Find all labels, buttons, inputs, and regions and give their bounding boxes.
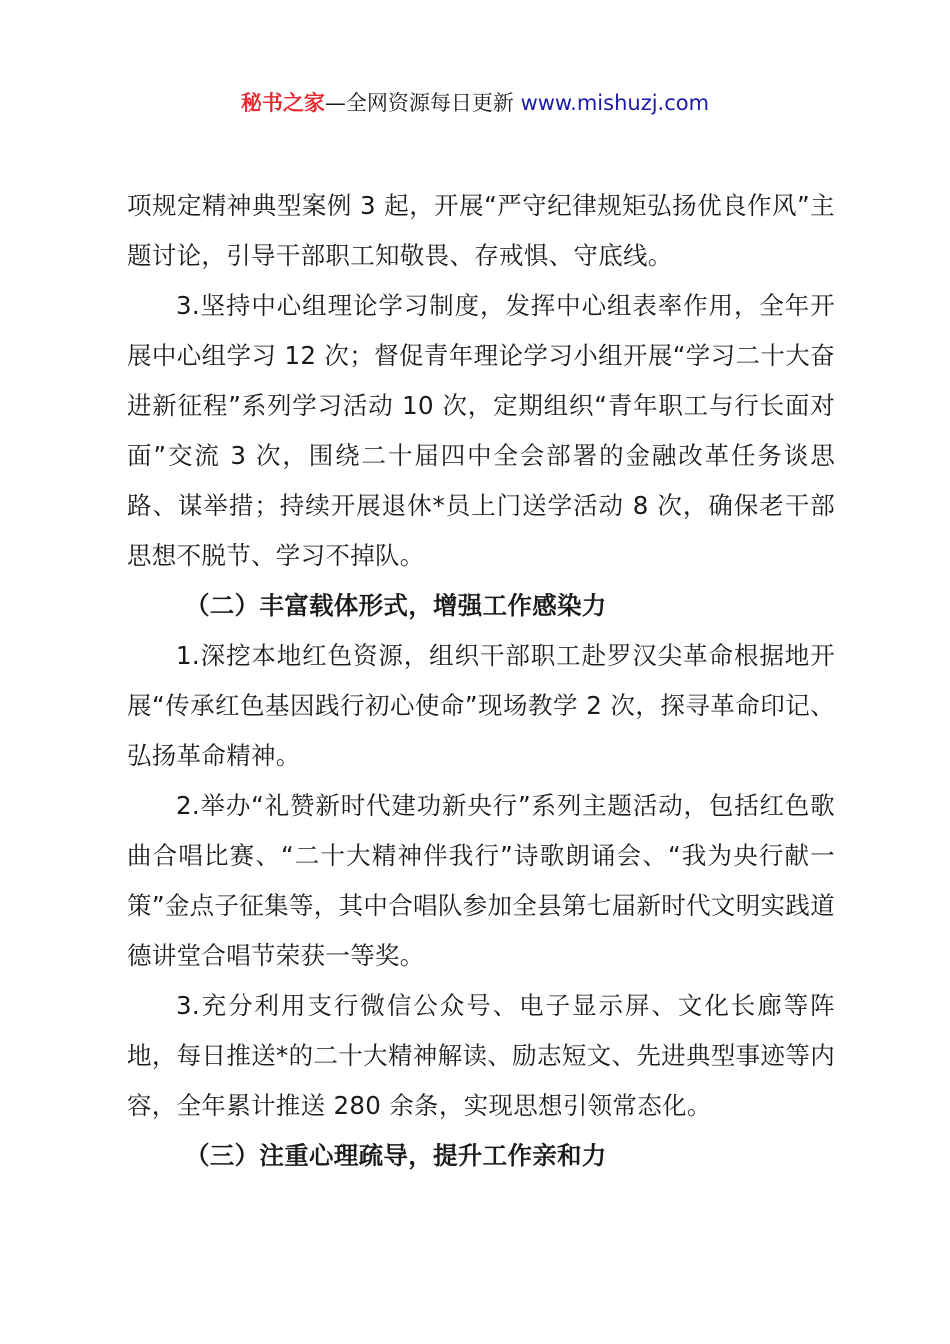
document-body <box>127 181 835 1181</box>
brand-name: 秘书之家 <box>240 91 325 115</box>
paragraph-item-1: 1.深挖本地红色资源，组织干部职工赴罗汉尖革命根据地开展“传承红色基因践行初心使命”现场教学 2 次，探寻革命印记、弘扬革命精神。 <box>127 641 835 770</box>
page-header <box>0 88 950 118</box>
paragraph-continuation: 项规定精神典型案例 3 起，开展“严守纪律规矩弘扬优良作风”主题讨论，引导干部职工知敬畏、存戒惧、守底线。 <box>127 191 835 270</box>
paragraph-item-3: 3.坚持中心组理论学习制度，发挥中心组表率作用，全年开展中心组学习 12 次；督促青年理论学习小组开展“学习二十大奋进新征程”系列学习活动 10 次，定期组织“青年职工与行长面对面”交流 3 次，围绕二十届四中全会部署的金融改革任务谈思路、谋举措；持续开展退休*员上门送学活动 8 次，确保老干部思想不脱节、学习不掉队。 <box>127 291 835 570</box>
paragraph-item-2: 2.举办“礼赞新时代建功新央行”系列主题活动，包括红色歌曲合唱比赛、“二十大精神伴我行”诗歌朗诵会、“我为央行献一策”金点子征集等，其中合唱队参加全县第七届新时代文明实践道德讲堂合唱节荣获一等奖。 <box>127 791 835 970</box>
header-tagline: —全网资源每日更新 <box>324 91 514 115</box>
paragraph-item-3b: 3.充分利用支行微信公众号、电子显示屏、文化长廊等阵地，每日推送*的二十大精神解读、励志短文、先进典型事迹等内容，全年累计推送 280 余条，实现思想引领常态化。 <box>127 991 835 1120</box>
section-heading-3: （三）注重心理疏导，提升工作亲和力 <box>185 1141 607 1170</box>
site-url[interactable]: www.mishuzj.com <box>520 91 710 115</box>
section-heading-2: （二）丰富载体形式，增强工作感染力 <box>185 591 607 620</box>
